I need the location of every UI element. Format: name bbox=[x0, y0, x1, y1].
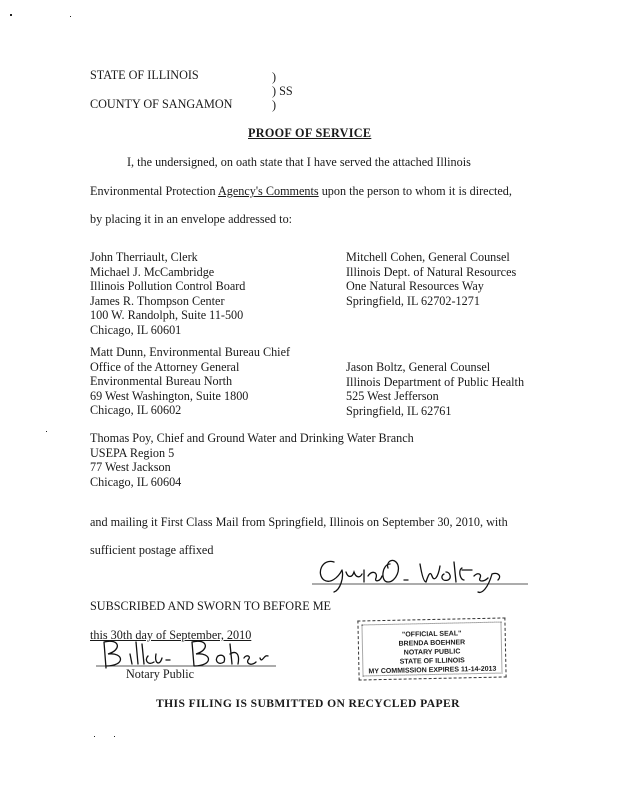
address-line: One Natural Resources Way bbox=[346, 279, 484, 294]
address-block-idnr bbox=[346, 250, 516, 308]
address-line: John Therriault, Clerk bbox=[90, 250, 198, 264]
address-line: 525 West Jefferson bbox=[346, 389, 439, 404]
address-line: Mitchell Cohen, General Counsel bbox=[346, 250, 510, 264]
scan-speck bbox=[46, 431, 47, 432]
oath-line-3: by placing it in an envelope addressed to: bbox=[90, 212, 293, 226]
address-line: Springfield, IL 62761 bbox=[346, 403, 452, 418]
recycled-paper-notice: THIS FILING IS SUBMITTED ON RECYCLED PAPER bbox=[156, 697, 460, 710]
address-line: Illinois Pollution Control Board bbox=[90, 279, 246, 294]
subscribed-sworn-line: SUBSCRIBED AND SWORN TO BEFORE ME bbox=[90, 599, 331, 613]
oath-line-1: I, the undersigned, on oath state that I have served the attached Illinois bbox=[127, 155, 471, 169]
address-line: James R. Thompson Center bbox=[90, 293, 225, 308]
scan-speck bbox=[114, 736, 115, 737]
seal-line: NOTARY PUBLIC bbox=[403, 648, 461, 657]
seal-line: "OFFICIAL SEAL" bbox=[401, 630, 462, 639]
address-block-ag bbox=[90, 345, 290, 418]
oath-line-2 bbox=[90, 184, 512, 199]
notary-seal bbox=[357, 617, 506, 680]
seal-line: BRENDA BOEHNER bbox=[398, 639, 466, 648]
scan-speck bbox=[70, 16, 71, 17]
address-line: Chicago, IL 60602 bbox=[90, 403, 182, 418]
document-title: PROOF OF SERVICE bbox=[248, 126, 372, 140]
address-line: Jason Boltz, General Counsel bbox=[346, 360, 491, 374]
address-line: 69 West Washington, Suite 1800 bbox=[90, 388, 249, 403]
address-line: Chicago, IL 60601 bbox=[90, 322, 182, 337]
address-block-pcb bbox=[90, 250, 245, 338]
mailing-line-1: and mailing it First Class Mail from Springfield, Illinois on September 30, 2010, with bbox=[90, 515, 508, 529]
address-line: Environmental Bureau North bbox=[90, 374, 233, 389]
address-block-usepa bbox=[90, 431, 414, 489]
address-line: Michael J. McCambridge bbox=[90, 264, 215, 279]
county-label: COUNTY OF SANGAMON bbox=[90, 97, 233, 111]
seal-line: MY COMMISSION EXPIRES 11-14-2013 bbox=[368, 665, 497, 676]
address-block-idph bbox=[346, 360, 524, 418]
oath-line-2-prefix: Environmental Protection bbox=[90, 184, 218, 198]
address-line: 77 West Jackson bbox=[90, 460, 171, 475]
paren-top: ) bbox=[272, 70, 277, 84]
address-line: Thomas Poy, Chief and Ground Water and Drinking Water Branch bbox=[90, 431, 414, 445]
mailing-line-2: sufficient postage affixed bbox=[90, 543, 214, 557]
notary-public-label: Notary Public bbox=[126, 667, 195, 681]
affiant-signature bbox=[312, 548, 537, 598]
state-label: STATE OF ILLINOIS bbox=[90, 68, 199, 82]
address-line: Chicago, IL 60604 bbox=[90, 474, 182, 489]
address-line: Illinois Department of Public Health bbox=[346, 374, 525, 389]
address-line: USEPA Region 5 bbox=[90, 445, 175, 460]
scan-speck bbox=[10, 14, 12, 16]
address-line: Matt Dunn, Environmental Bureau Chief bbox=[90, 345, 291, 359]
address-line: Illinois Dept. of Natural Resources bbox=[346, 264, 517, 279]
oath-line-2-suffix: upon the person to whom it is directed, bbox=[318, 184, 512, 198]
ss-label: ) SS bbox=[272, 84, 293, 98]
comments-reference: Agency's Comments bbox=[217, 184, 319, 198]
address-line: Office of the Attorney General bbox=[90, 359, 240, 374]
notary-date: this 30th day of September, 2010 bbox=[90, 628, 252, 642]
address-line: 100 W. Randolph, Suite 11-500 bbox=[90, 308, 244, 323]
scan-speck bbox=[94, 736, 95, 737]
address-line: Springfield, IL 62702-1271 bbox=[346, 293, 480, 308]
paren-bottom: ) bbox=[272, 98, 277, 112]
seal-line: STATE OF ILLINOIS bbox=[399, 657, 465, 666]
